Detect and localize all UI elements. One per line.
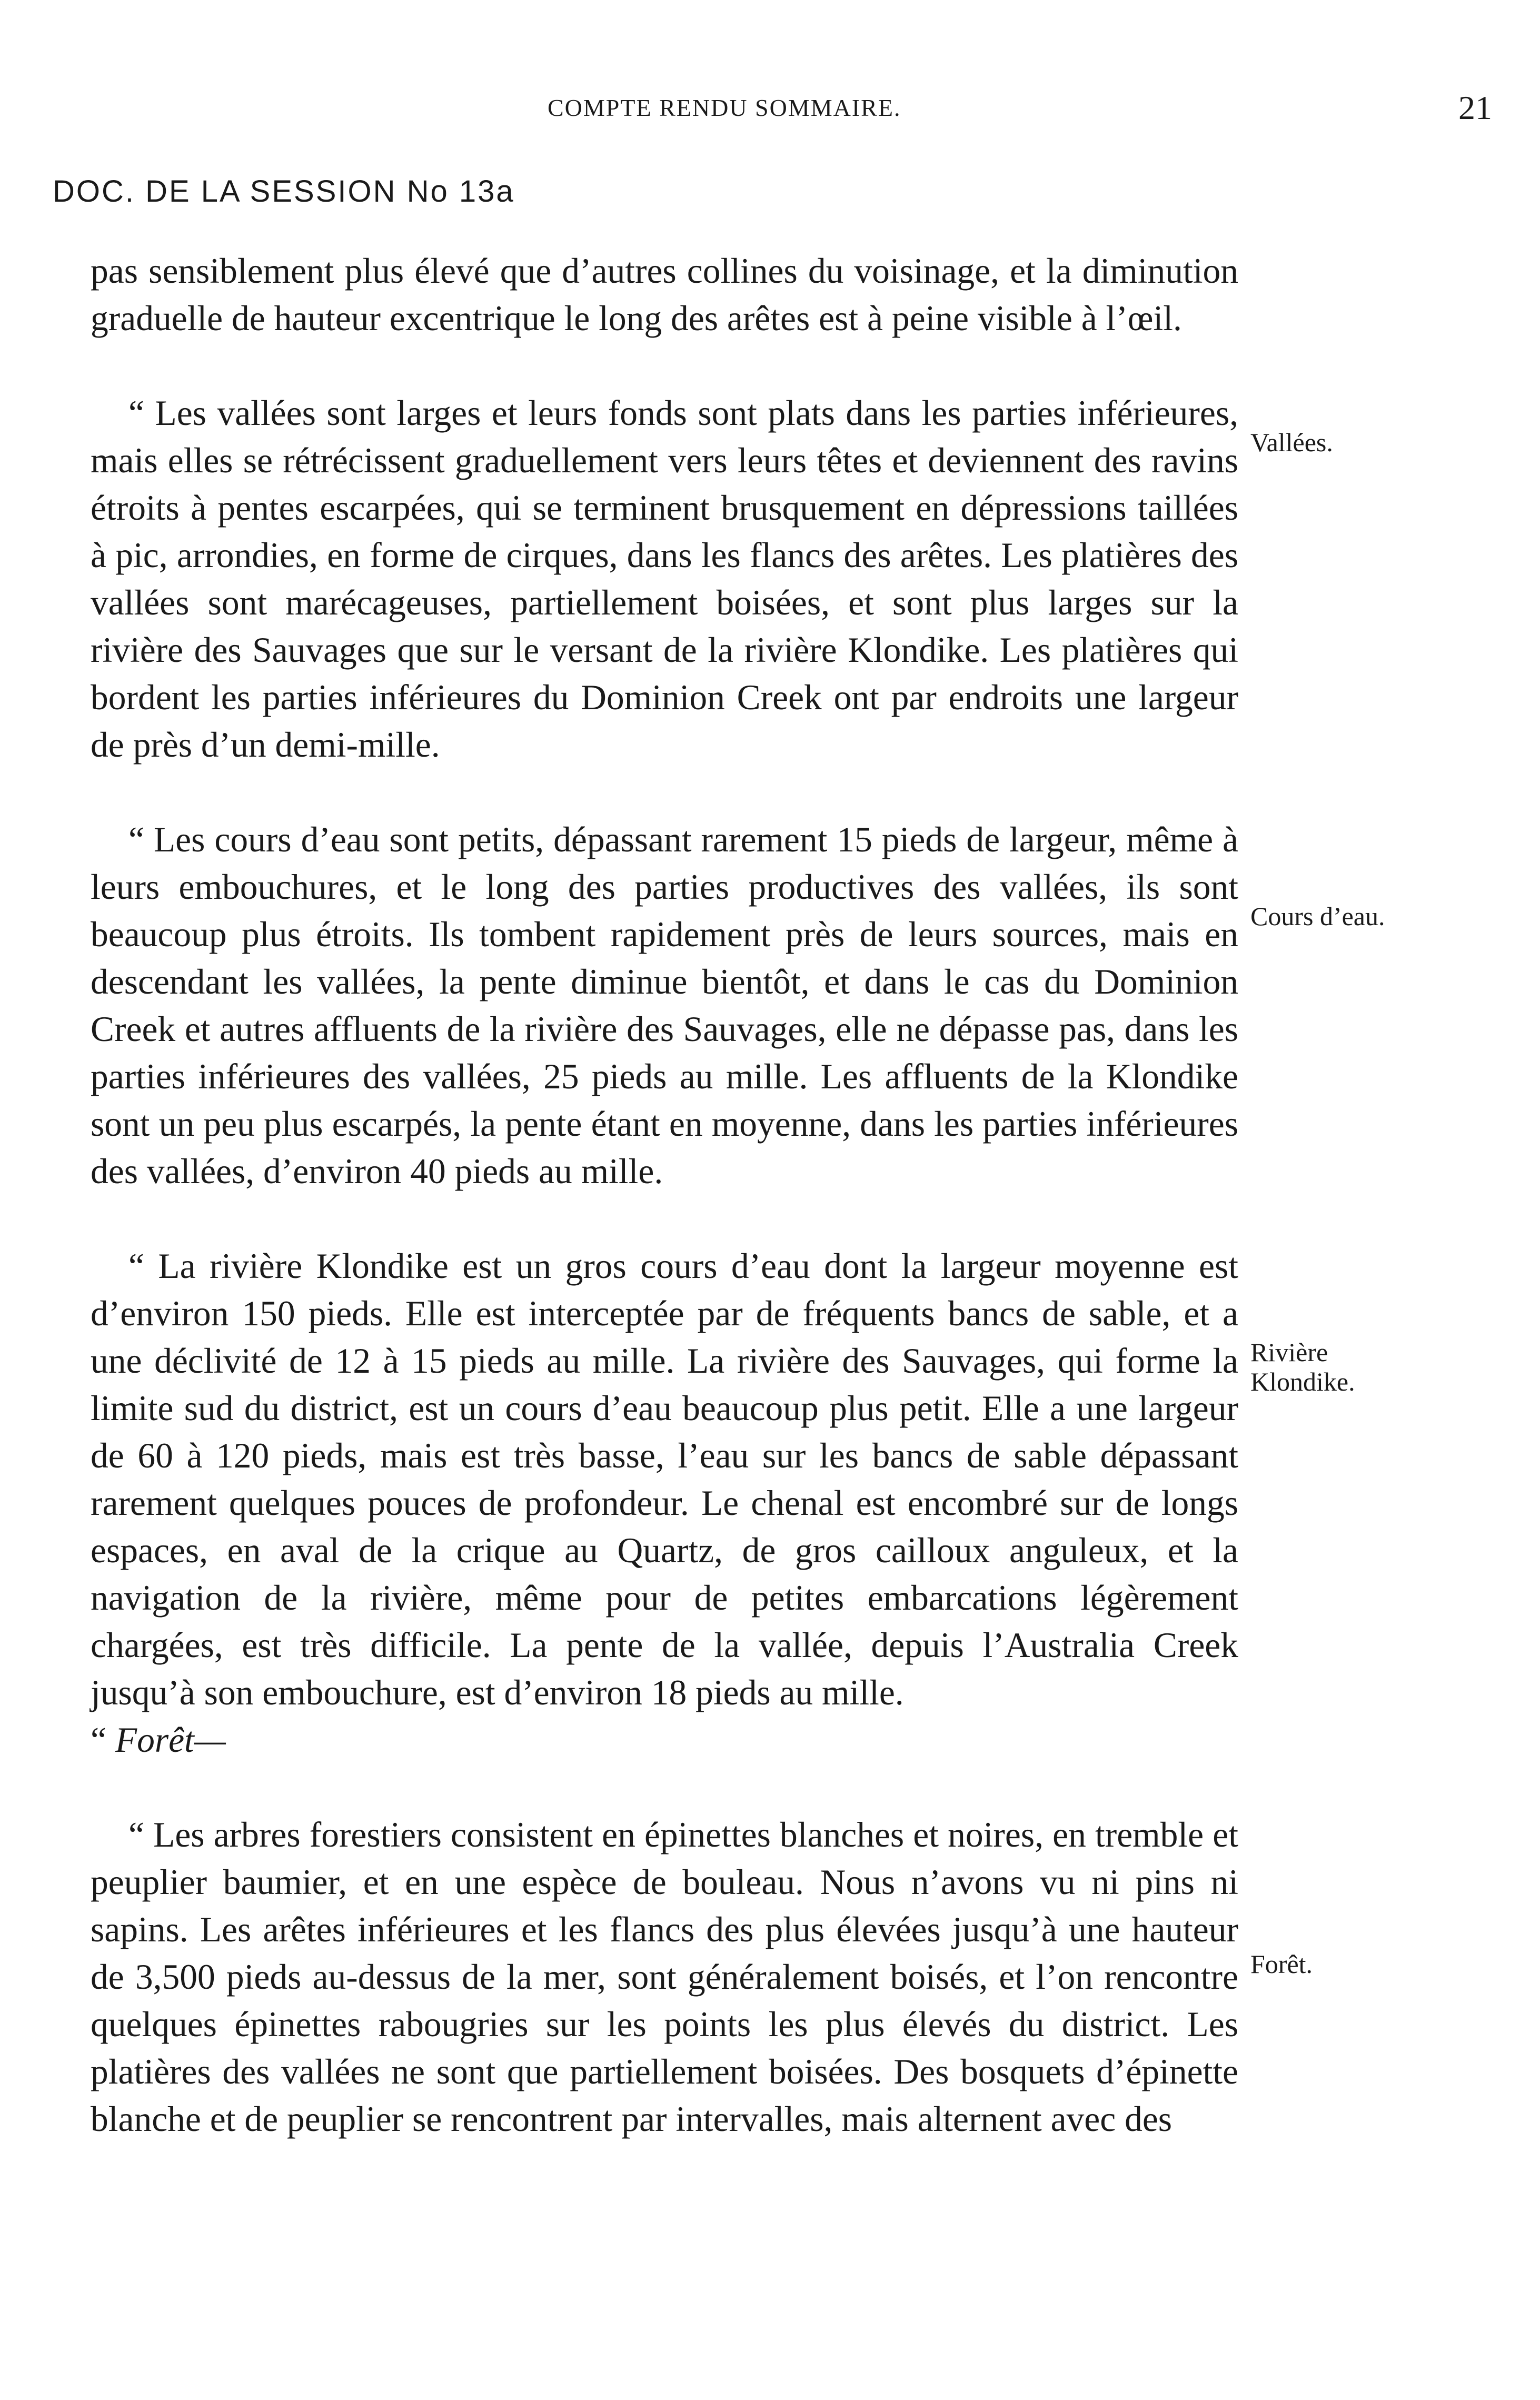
paragraph-forest: “ Les arbres forestiers consistent en épinettes blanches et noires, en tremble et peuplier baumier, et en une espèce de bouleau. Nous n’avons vu ni pins ni sapins. Les arêtes inférieures et les flancs des plus élevées jusqu’à une hauteur de 3,500 pieds au-dessus de la mer, sont généralement boisés, et l’on rencontre quelques épinettes rabougries sur les points les plus élevés du district. Les platières des vallées ne sont que partiellement boisées. Des bosquets d’épinette blanche et de peuplier se rencontrent par intervalles, mais alternent avec des (91, 1815, 1238, 2139)
paragraph-streams: “ Les cours d’eau sont petits, dépassant rarement 15 pieds de largeur, même à leurs embouchures, et le long des parties productives des vallées, ils sont beaucoup plus étroits. Ils tombent rapidement près de leurs sources, mais en descendant les vallées, la pente diminue bientôt, et dans le cas du Dominion Creek et autres affluents de la rivière des Sauvages, elle ne dépasse pas, dans les parties inférieures des vallées, 25 pieds au mille. Les affluents de la Klondike sont un peu plus escarpés, la pente étant en moyenne, dans les parties inférieures des vallées, d’environ 40 pieds au mille. (91, 820, 1238, 1191)
page-number: 21 (1458, 89, 1492, 126)
paragraph-continuation: pas sensiblement plus élevé que d’autres collines du voisinage, et la diminution graduelle de hauteur excentrique le long des arêtes est à peine visible à l’œil. (91, 251, 1238, 338)
paragraph-valleys: “ Les vallées sont larges et leurs fonds sont plats dans les parties inférieures, mais elles se rétrécissent graduellement vers leurs têtes et deviennent des ravins étroits à pentes escarpées, qui se terminent brusquement en dépressions taillées à pic, arrondies, en forme de cirques, dans les flancs des arêtes. Les platières des vallées sont marécageuses, partiellement boisées, et sont plus larges sur la rivière des Sauvages que sur le versant de la rivière Klondike. Les platières qui bordent les parties inférieures du Dominion Creek ont par endroits une largeur de près d’un demi-mille. (91, 393, 1238, 765)
margin-note-forest: Forêt. (1250, 1949, 1313, 1979)
body-text (91, 247, 1238, 2143)
document-reference: DOC. DE LA SESSION No 13a (53, 174, 515, 209)
paragraph-klondike-river: “ La rivière Klondike est un gros cours d’eau dont la largeur moyenne est d’environ 150 pieds. Elle est interceptée par de fréquents bancs de sable, et a une déclivité de 12 à 15 pieds au mille. La rivière des Sauvages, qui forme la limite sud du district, est un cours d’eau beaucoup plus petit. Elle a une largeur de 60 à 120 pieds, mais est très basse, l’eau sur les bancs de sable dépassant rarement quelques pouces de profondeur. Le chenal est encombré sur de longs espaces, en aval de la crique au Quartz, de gros cailloux anguleux, et la navigation de la rivière, même pour de petites embarcations légèrement chargées, est très difficile. La pente de la vallée, depuis l’Australia Creek jusqu’à son embouchure, est d’environ 18 pieds au mille. (91, 1246, 1238, 1712)
margin-note-klondike-1: Rivière (1250, 1337, 1328, 1367)
margin-note-streams: Cours d’eau. (1250, 901, 1385, 931)
section-subheading (91, 1717, 1238, 1764)
subheading-title: Forêt— (115, 1720, 226, 1760)
running-head: COMPTE RENDU SOMMAIRE. (548, 94, 901, 121)
margin-note-valleys: Vallées. (1250, 428, 1333, 457)
margin-note-klondike-2: Klondike. (1250, 1367, 1355, 1396)
subheading-quote: “ (91, 1720, 115, 1760)
